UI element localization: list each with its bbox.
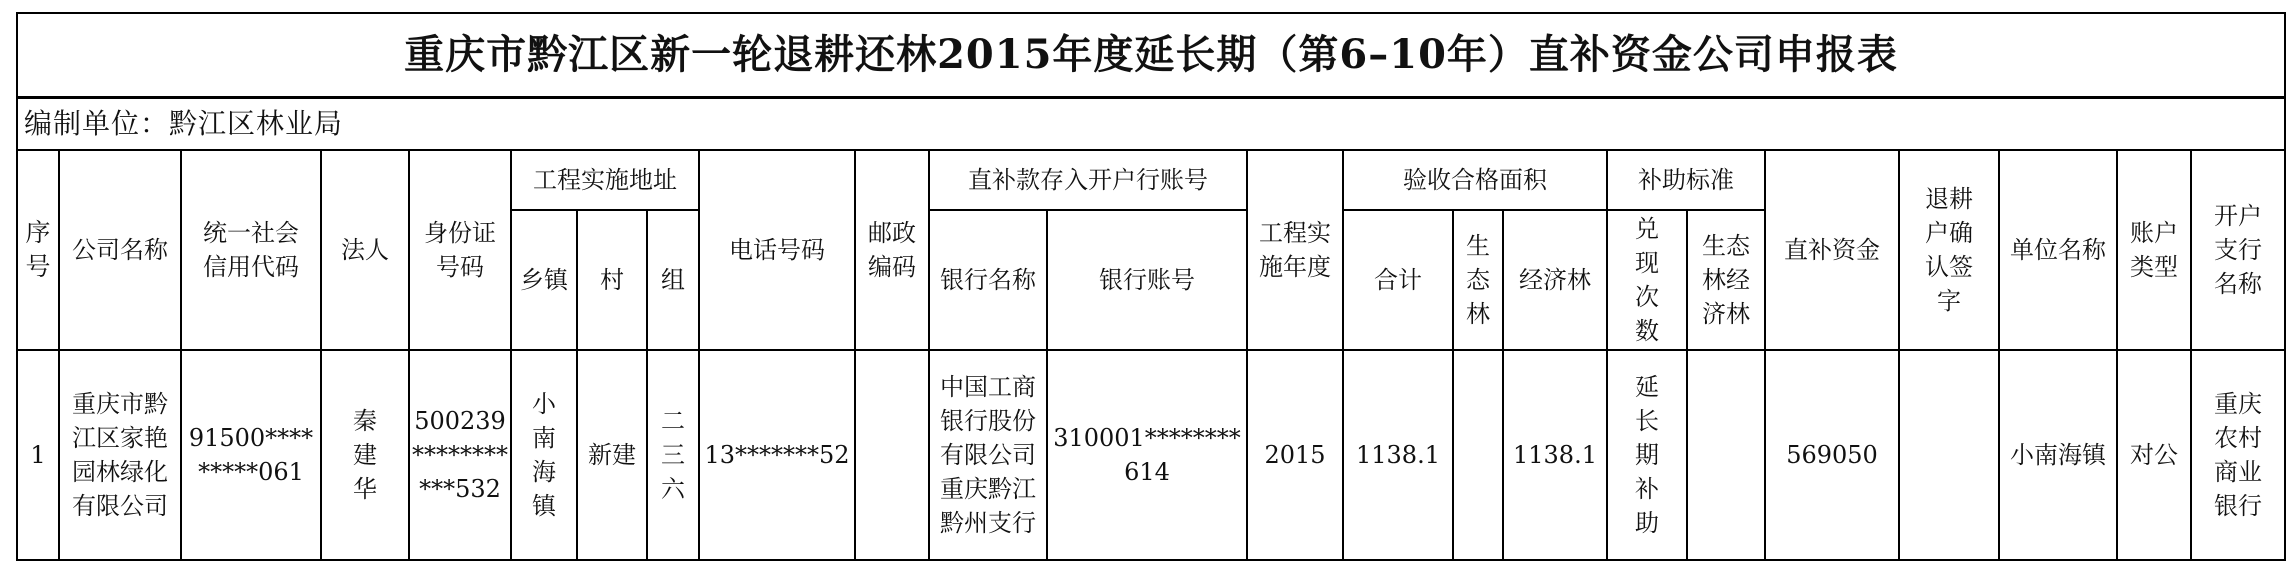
cell-unit-name: 小南海镇 <box>1999 350 2117 560</box>
report-title: 重庆市黔江区新一轮退耕还林2015年度延长期（第6–10年）直补资金公司申报表 <box>17 13 2285 98</box>
cell-econ-forest: 1138.1 <box>1503 350 1607 560</box>
compiling-unit: 编制单位：黔江区林业局 <box>17 98 2285 151</box>
header-bank-account: 银行账号 <box>1047 210 1247 350</box>
cell-legal-person: 秦建华 <box>321 350 409 560</box>
cell-village: 新建 <box>577 350 647 560</box>
header-area-group: 验收合格面积 <box>1343 150 1607 210</box>
header-credit-code: 统一社会信用代码 <box>181 150 321 350</box>
cell-account-type: 对公 <box>2117 350 2191 560</box>
header-company: 公司名称 <box>59 150 181 350</box>
cell-postcode <box>855 350 929 560</box>
cell-bank-name: 中国工商银行股份有限公司重庆黔江黔州支行 <box>929 350 1047 560</box>
header-subsidy-fund: 直补资金 <box>1765 150 1899 350</box>
cell-subsidy-fund: 569050 <box>1765 350 1899 560</box>
cell-group: 二三六 <box>647 350 699 560</box>
header-signature: 退耕户确认签字 <box>1899 150 1999 350</box>
header-bank-name: 银行名称 <box>929 210 1047 350</box>
header-legal-person: 法人 <box>321 150 409 350</box>
cell-eco-econ-forest <box>1687 350 1765 560</box>
cell-company: 重庆市黔江区家艳园林绿化有限公司 <box>59 350 181 560</box>
header-unit-name: 单位名称 <box>1999 150 2117 350</box>
header-phone: 电话号码 <box>699 150 855 350</box>
header-account-type: 账户类型 <box>2117 150 2191 350</box>
header-group: 组 <box>647 210 699 350</box>
report-sheet <box>16 12 2284 560</box>
header-site-group: 工程实施地址 <box>511 150 699 210</box>
header-seq: 序号 <box>17 150 59 350</box>
cell-seq: 1 <box>17 350 59 560</box>
cell-town: 小南海镇 <box>511 350 577 560</box>
header-eco-econ-forest: 生态林经济林 <box>1687 210 1765 350</box>
cell-bank-account: 310001********614 <box>1047 350 1247 560</box>
cell-credit-code: 91500*********061 <box>181 350 321 560</box>
cell-total: 1138.1 <box>1343 350 1453 560</box>
header-branch: 开户支行名称 <box>2191 150 2285 350</box>
cell-id-number: 500239***********532 <box>409 350 511 560</box>
header-village: 村 <box>577 210 647 350</box>
cell-eco-forest <box>1453 350 1503 560</box>
cell-payout-times: 延长期补助 <box>1607 350 1687 560</box>
header-bank-group: 直补款存入开户行账号 <box>929 150 1247 210</box>
subsidy-report-table <box>16 12 2286 561</box>
header-id-number: 身份证号码 <box>409 150 511 350</box>
header-postcode: 邮政编码 <box>855 150 929 350</box>
header-eco-forest: 生态林 <box>1453 210 1503 350</box>
header-total: 合计 <box>1343 210 1453 350</box>
cell-branch: 重庆农村商业银行 <box>2191 350 2285 560</box>
cell-phone: 13*******52 <box>699 350 855 560</box>
header-town: 乡镇 <box>511 210 577 350</box>
cell-year: 2015 <box>1247 350 1343 560</box>
header-payout-times: 兑现次数 <box>1607 210 1687 350</box>
header-subsidy-group: 补助标准 <box>1607 150 1765 210</box>
cell-signature <box>1899 350 1999 560</box>
header-year: 工程实施年度 <box>1247 150 1343 350</box>
header-econ-forest: 经济林 <box>1503 210 1607 350</box>
